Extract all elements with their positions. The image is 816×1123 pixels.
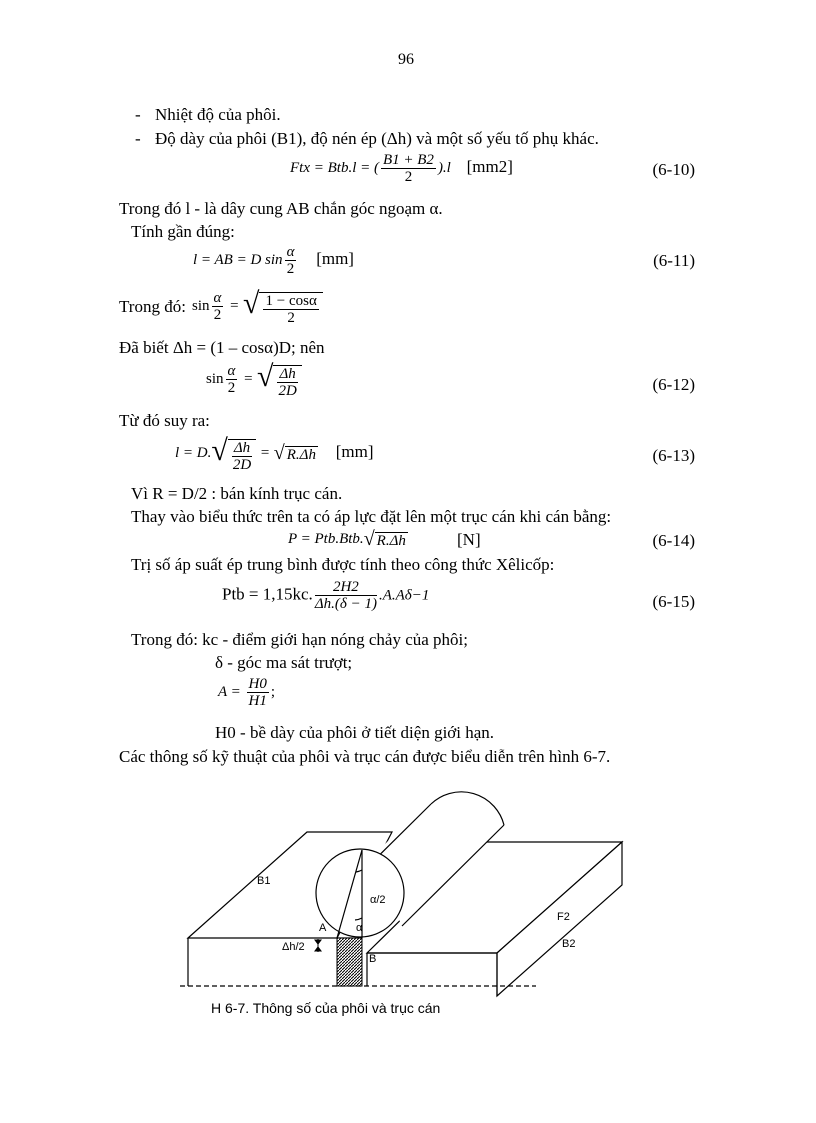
where-sin-formula: sin $\frac{\alpha}{2}$ = √ $\frac{1 - \cos\alpha}{2}$ xyxy=(192,287,323,326)
label-alpha: α xyxy=(356,922,363,934)
paragraph-delta: δ - góc ma sát trượt; xyxy=(215,653,353,672)
label-b2: B2 xyxy=(562,938,576,950)
equation-6-10 xyxy=(290,152,513,185)
paragraph-where-kc: Trong đó: kc - điểm giới hạn nóng chảy của phôi; xyxy=(131,630,468,649)
eq-6-13-label: (6-13) xyxy=(652,446,695,465)
eq-6-11-unit: [mm] xyxy=(316,248,354,268)
eq-6-15-fraction xyxy=(315,579,377,612)
eq-a-fraction xyxy=(247,676,269,709)
eq-6-15-label: (6-15) xyxy=(652,592,695,611)
eq-6-10-fraction xyxy=(381,152,436,185)
eq-6-13-sqrt: √ $\frac{\Delta h}{2D}$ xyxy=(211,434,256,473)
eq-6-13-rad-den: 2D xyxy=(232,457,252,474)
paragraph-deduce: Từ đó suy ra: xyxy=(119,411,210,430)
where-sin-label: Trong đó: xyxy=(119,297,186,316)
eq-6-13-rad-num: Δh xyxy=(233,440,251,457)
where-sin-den: 2 xyxy=(213,307,222,324)
eq-6-12-fraction xyxy=(226,363,238,396)
equation-6-14 xyxy=(288,528,408,551)
eq-6-13-rad2: R.Δh xyxy=(286,447,316,464)
eq-a-lhs: A = xyxy=(218,683,245,700)
eq-a-den: H1 xyxy=(248,693,267,709)
figure-caption: H 6-7. Thông số của phôi và trục cán xyxy=(211,1000,441,1016)
eq-6-14-label: (6-14) xyxy=(652,531,695,550)
eq-6-12-rad-num: Δh xyxy=(279,366,296,383)
eq-6-12-lhs: sin xyxy=(206,370,224,387)
where-sin-lhs: sin xyxy=(192,297,210,314)
eq-6-10-num: B1 + B2 xyxy=(382,152,434,168)
where-sin-fraction xyxy=(212,290,224,323)
paragraph-h0: H0 - bề dày của phôi ở tiết diện giới hạn. xyxy=(215,723,495,742)
label-a: A xyxy=(319,922,327,934)
eq-6-14-unit: [N] xyxy=(457,530,481,549)
eq-6-11-num: α xyxy=(286,244,295,260)
dh2-arrow xyxy=(315,939,321,952)
eq-6-11-lhs: l = AB = D sin xyxy=(193,251,283,268)
eq-6-10-den: 2 xyxy=(404,169,413,185)
eq-6-13-sqrt2: √ R.Δh xyxy=(273,442,316,465)
eq-6-11-fraction xyxy=(285,244,297,277)
eq-6-15-den: Δh.(δ − 1) xyxy=(314,596,377,612)
eq-6-12-label: (6-12) xyxy=(652,375,695,394)
eq-a-num: H0 xyxy=(248,676,267,692)
label-alpha-half: α/2 xyxy=(370,894,386,906)
eq-a-rhs: ; xyxy=(270,683,276,700)
eq-6-13-unit: [mm] xyxy=(335,441,374,461)
eq-6-14-rad: R.Δh xyxy=(376,533,406,549)
where-sin-num: α xyxy=(213,290,222,307)
figure-roll-diagram xyxy=(0,760,816,1060)
eq-6-15-rhs: .A.Aδ−1 xyxy=(378,587,430,604)
eq-6-10-rhs: ).l xyxy=(437,159,451,176)
paragraph-known: Đã biết Δh = (1 – cosα)D; nên xyxy=(119,338,325,357)
paragraph-substitute: Thay vào biểu thức trên ta có áp lực đặt lên một trục cán khi cán bằng: xyxy=(131,507,612,526)
paragraph-figure-ref: Các thông số kỹ thuật của phôi và trục cán được biểu diễn trên hình 6-7. xyxy=(119,747,611,766)
eq-6-11-label: (6-11) xyxy=(653,251,695,270)
eq-6-13-mid: = xyxy=(259,444,274,461)
equation-6-15 xyxy=(222,579,429,612)
eq-6-12-rad-den: 2D xyxy=(278,383,297,400)
equation-6-11 xyxy=(193,244,354,277)
eq-6-10-unit: [mm2] xyxy=(466,156,513,176)
eq-6-14-lhs: P = Ptb.Btb. xyxy=(288,530,364,547)
bullet-dash-2: - xyxy=(135,129,141,148)
equation-a xyxy=(218,676,275,709)
bullet-text-1: Nhiệt độ của phôi. xyxy=(155,105,281,124)
label-b1: B1 xyxy=(257,875,271,887)
page-number: 96 xyxy=(398,51,414,68)
eq-6-12-num: α xyxy=(227,363,236,380)
bullet-dash-1: - xyxy=(135,105,141,124)
label-dh2: Δh/2 xyxy=(282,941,305,953)
eq-6-15-num: 2H2 xyxy=(315,579,377,596)
paragraph-chord: Trong đó l - là dây cung AB chắn góc ngoạm α. xyxy=(119,199,443,218)
contact-hatch xyxy=(337,938,362,986)
eq-6-12-den: 2 xyxy=(227,380,236,397)
equation-6-13 xyxy=(175,434,374,473)
label-f2: F2 xyxy=(557,911,570,923)
paragraph-approx: Tính gần đúng: xyxy=(131,222,235,241)
eq-6-12-sqrt: √ $\frac{\Delta h}{2D}$ xyxy=(257,360,302,399)
eq-6-11-den: 2 xyxy=(286,261,295,277)
eq-6-13-lhs: l = D. xyxy=(175,444,212,461)
eq-6-10-label: (6-10) xyxy=(652,160,695,179)
paragraph-mean-pressure: Trị số áp suất ép trung bình được tính theo công thức Xêlicốp: xyxy=(131,555,555,574)
where-sin-sqrt: √ $\frac{1 - \cos\alpha}{2}$ xyxy=(243,287,323,326)
label-b: B xyxy=(369,953,377,965)
bullet-text-2: Độ dày của phôi (B1), độ nén ép (Δh) và một số yếu tố phụ khác. xyxy=(155,129,599,148)
eq-6-15-lhs: Ptb = 1,15kc. xyxy=(222,584,313,604)
equation-6-12: sin $\frac{\alpha}{2}$ = √ $\frac{\Delta h}{2D}$ xyxy=(206,360,302,399)
eq-6-10-lhs: Ftx = Btb.l = ( xyxy=(290,159,379,176)
eq-6-14-sqrt: √ R.Δh xyxy=(363,528,406,550)
where-sin-rad-den: 2 xyxy=(287,310,295,327)
paragraph-radius: Vì R = D/2 : bán kính trục cán. xyxy=(131,484,343,503)
where-sin-rad-num: 1 − cosα xyxy=(265,293,317,310)
